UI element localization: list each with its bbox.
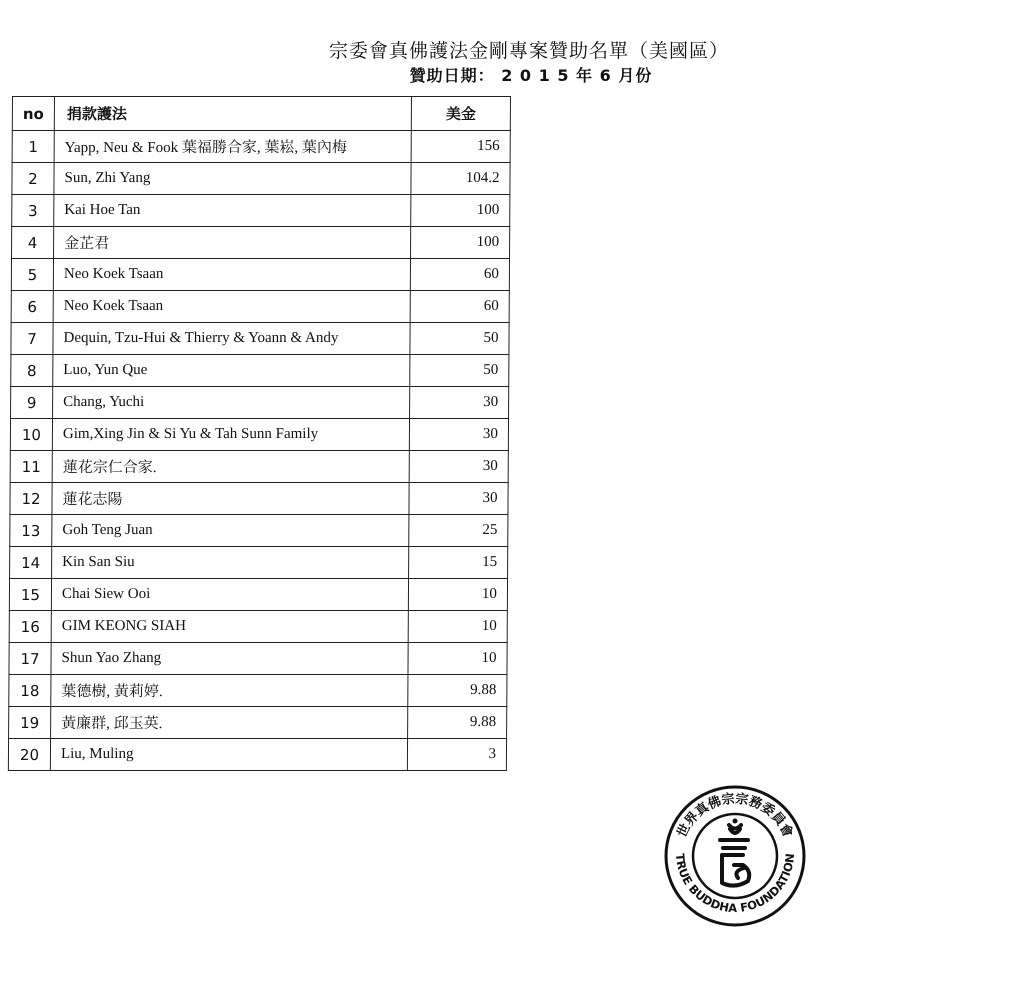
row-number: 6 [11, 291, 53, 323]
donation-amount: 9.88 [408, 675, 507, 707]
row-number: 14 [10, 547, 52, 579]
row-number: 19 [9, 707, 51, 739]
column-header-amount: 美金 [411, 97, 510, 131]
table-row [12, 163, 510, 195]
table-row [12, 195, 510, 227]
table-row [10, 451, 508, 483]
donation-amount: 10 [408, 611, 507, 643]
row-number: 17 [9, 643, 51, 675]
donor-name: Kai Hoe Tan [54, 195, 411, 227]
table-row [11, 355, 509, 387]
table-row [9, 707, 507, 739]
donor-name: Sun, Zhi Yang [54, 163, 411, 195]
row-number: 11 [10, 451, 52, 483]
row-number: 1 [12, 131, 54, 163]
page-title: 宗委會真佛護法金剛專案贊助名單（美國區） [328, 40, 729, 62]
donation-amount: 10 [408, 643, 507, 675]
row-number: 9 [11, 387, 53, 419]
donor-name: Neo Koek Tsaan [53, 259, 410, 291]
row-number: 20 [8, 739, 50, 771]
donation-amount: 9.88 [408, 707, 507, 739]
donation-amount: 50 [410, 355, 509, 387]
donation-amount: 60 [410, 259, 509, 291]
donor-name: Goh Teng Juan [52, 515, 409, 547]
table-row [9, 579, 507, 611]
donation-amount: 25 [409, 515, 508, 547]
table-row [10, 483, 508, 515]
donor-name: Liu, Muling [50, 739, 407, 771]
table-row [11, 387, 509, 419]
donor-name: Yapp, Neu & Fook 葉福勝合家, 葉崧, 葉內梅 [54, 131, 411, 163]
table-row [8, 739, 506, 771]
row-number: 7 [11, 323, 53, 355]
donor-name: Luo, Yun Que [53, 355, 410, 387]
donor-name: 葉德樹, 黃莉婷. [51, 675, 408, 707]
donation-amount: 50 [410, 323, 509, 355]
donor-rows [8, 131, 510, 771]
donor-name: 蓮花志陽 [52, 483, 409, 515]
column-header-donor: 捐款護法 [54, 97, 411, 131]
donation-amount: 30 [409, 451, 508, 483]
row-number: 4 [12, 227, 54, 259]
row-number: 16 [9, 611, 51, 643]
table-row [11, 291, 509, 323]
donation-amount: 100 [411, 195, 510, 227]
donor-name: Chang, Yuchi [53, 387, 410, 419]
row-number: 2 [12, 163, 54, 195]
donor-name: Gim,Xing Jin & Si Yu & Tah Sunn Family [52, 419, 409, 451]
donation-amount: 10 [408, 579, 507, 611]
donation-amount: 3 [407, 739, 506, 771]
table-row [10, 547, 508, 579]
row-number: 18 [9, 675, 51, 707]
donor-name: 金芷君 [54, 227, 411, 259]
table-header-row [12, 97, 510, 131]
svg-text:世界真佛宗宗務委員會: 世界真佛宗宗務委員會 [674, 791, 796, 840]
donor-table [8, 96, 511, 771]
sponsor-date: 贊助日期： 2 0 1 5 年 6 月份 [409, 66, 653, 85]
table-row [12, 227, 510, 259]
row-number: 3 [12, 195, 54, 227]
donor-name: 黃廉群, 邱玉英. [51, 707, 408, 739]
donor-name: Chai Siew Ooi [51, 579, 408, 611]
donation-amount: 30 [410, 387, 509, 419]
row-number: 5 [11, 259, 53, 291]
row-number: 13 [10, 515, 52, 547]
donation-amount: 100 [411, 227, 510, 259]
table-row [10, 515, 508, 547]
column-header-no: no [12, 97, 54, 131]
donor-name: 蓮花宗仁合家. [52, 451, 409, 483]
donation-amount: 156 [411, 131, 510, 163]
donor-name: Neo Koek Tsaan [53, 291, 410, 323]
donation-amount: 30 [409, 483, 508, 515]
donation-amount: 60 [410, 291, 509, 323]
donation-amount: 104.2 [411, 163, 510, 195]
donor-name: Dequin, Tzu-Hui & Thierry & Yoann & Andy [53, 323, 410, 355]
row-number: 8 [11, 355, 53, 387]
donor-name: Shun Yao Zhang [51, 643, 408, 675]
row-number: 15 [9, 579, 51, 611]
row-number: 10 [10, 419, 52, 451]
table-row [10, 419, 508, 451]
row-number: 12 [10, 483, 52, 515]
svg-text:TRUE BUDDHA FOUNDATION: TRUE BUDDHA FOUNDATION [672, 852, 798, 916]
table-row [9, 675, 507, 707]
table-row [9, 611, 507, 643]
table-row [9, 643, 507, 675]
table-row [12, 131, 510, 163]
true-buddha-foundation-seal-icon [660, 785, 810, 927]
table-row [11, 323, 509, 355]
donor-name: Kin San Siu [52, 547, 409, 579]
donor-name: GIM KEONG SIAH [51, 611, 408, 643]
donation-amount: 15 [409, 547, 508, 579]
table-row [11, 259, 509, 291]
donation-amount: 30 [409, 419, 508, 451]
